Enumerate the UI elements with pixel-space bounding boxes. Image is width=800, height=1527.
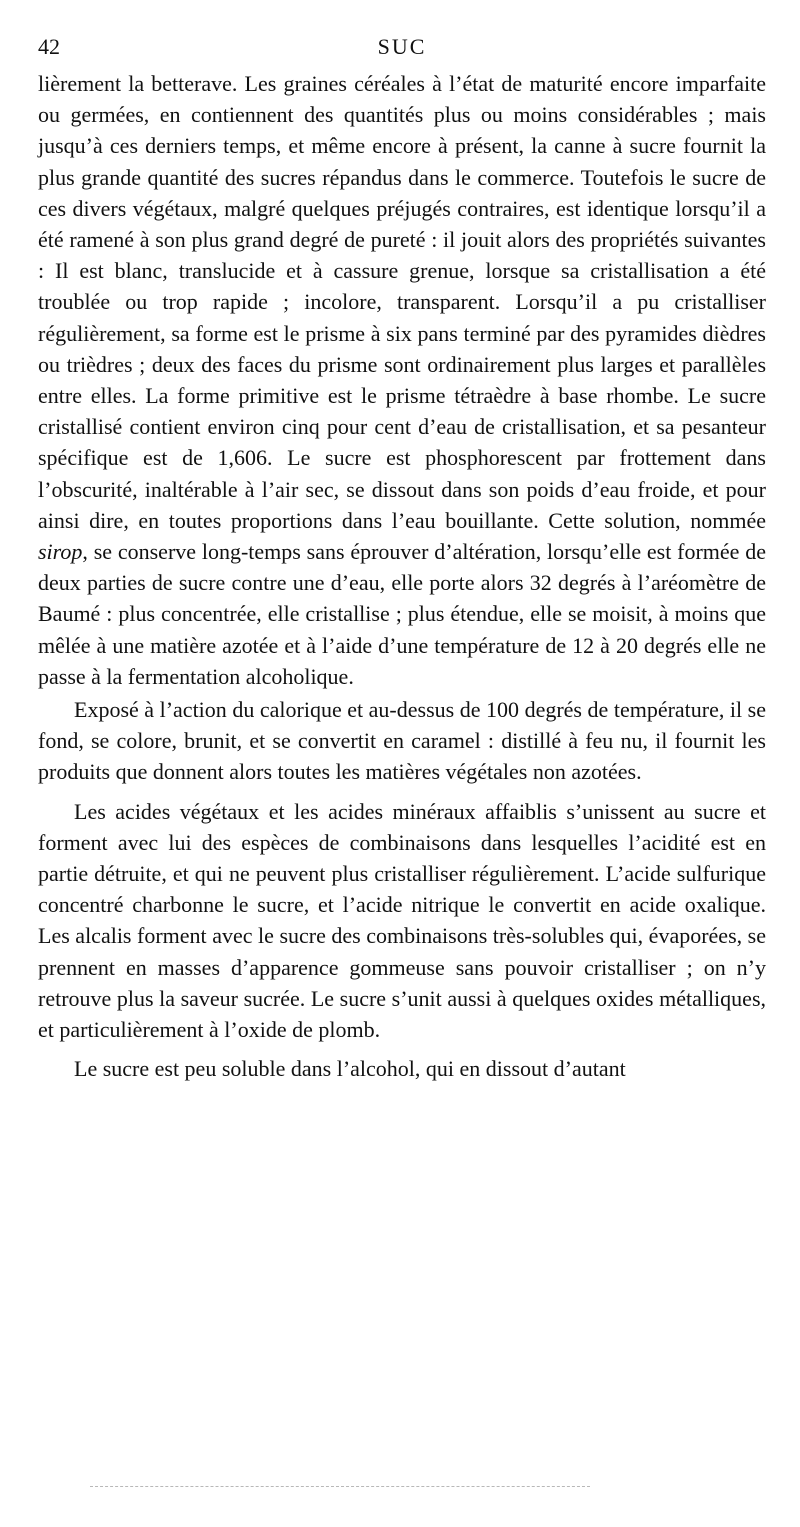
bleed-through-mark [90,1486,590,1487]
running-head: SUC [377,34,427,59]
paragraph-1 [38,68,766,692]
page-header [38,34,766,68]
paragraph-4 [38,1053,766,1084]
paragraph-2-text: Exposé à l’action du calorique et au-dessus de 100 degrés de température, il se fond, se colore, brunit, et se convertit en caramel : distillé à feu nu, il fournit les produits que donnent alors toutes les matières végétales non azotées. [38,697,766,785]
paragraph-1-italic-term: sirop [38,539,83,565]
paragraph-3-text: Les acides végétaux et les acides minéraux affaiblis s’unissent au sucre et forment avec lui des espèces de combinaisons dans lesquelles l’acidité est en partie détruite, et qui ne peuvent plus cristalliser régulièrement. L’acide sulfurique concentré charbonne le sucre, et l’acide nitrique le convertit en acide oxalique. Les alcalis forment avec le sucre des combinaisons très-solubles qui, évaporées, se prennent en masses d’apparence gommeuse sans pouvoir cristalliser ; on n’y retrouve plus la saveur sucrée. Le sucre s’unit aussi à quelques oxides métalliques, et particulièrement à l’oxide de plomb. [38,798,766,1043]
page-number: 42 [38,34,60,59]
paragraph-2 [38,694,766,788]
book-page [38,34,766,1085]
paragraph-1-text-a: lièrement la betterave. Les graines céréales à l’état de maturité encore imparfaite ou germées, en contiennent des quantités plus ou moins considérables ; mais jusqu’à ces derniers temps, et même encore à présent, la canne à sucre fournit la plus grande quantité des sucres répandus dans le commerce. Toutefois le sucre de ces divers végétaux, malgré quelques préjugés contraires, est identique lorsqu’il a été ramené à son plus grand degré de pureté : il jouit alors des propriétés suivantes : Il est blanc, translucide et à cassure grenue, lorsque sa cristallisation a été troublée ou trop rapide ; incolore, transparent. Lorsqu’il a pu cristalliser régulièrement, sa forme est le prisme à six pans terminé par des pyramides dièdres ou trièdres ; deux des faces du prisme sont ordinairement plus larges et parallèles entre elles. La forme primitive est le prisme tétraèdre à base rhombe. Le sucre cristallisé contient environ cinq pour cent d’eau de cristallisation, et sa pesanteur spécifique est de 1,606. Le sucre est phosphorescent par frottement dans l’obscurité, inaltérable à l’air sec, se dissout dans son poids d’eau froide, et pour ainsi dire, en toutes proportions dans l’eau bouillante. Cette solution, nommée [38,71,766,533]
paragraph-1-text-b: , se conserve long-temps sans éprouver d’altération, lorsqu’elle est formée de deux parties de sucre contre une d’eau, elle porte alors 32 degrés à l’aréomètre de Baumé : plus concentrée, elle cristallise ; plus étendue, elle se moisit, à moins que mêlée à une matière azotée et à l’aide d’une température de 12 à 20 degrés elle ne passe à la fermentation alcoholique. [38,539,766,689]
paragraph-4-text: Le sucre est peu soluble dans l’alcohol, qui en dissout d’autant [74,1056,626,1082]
paragraph-3 [38,796,766,1046]
